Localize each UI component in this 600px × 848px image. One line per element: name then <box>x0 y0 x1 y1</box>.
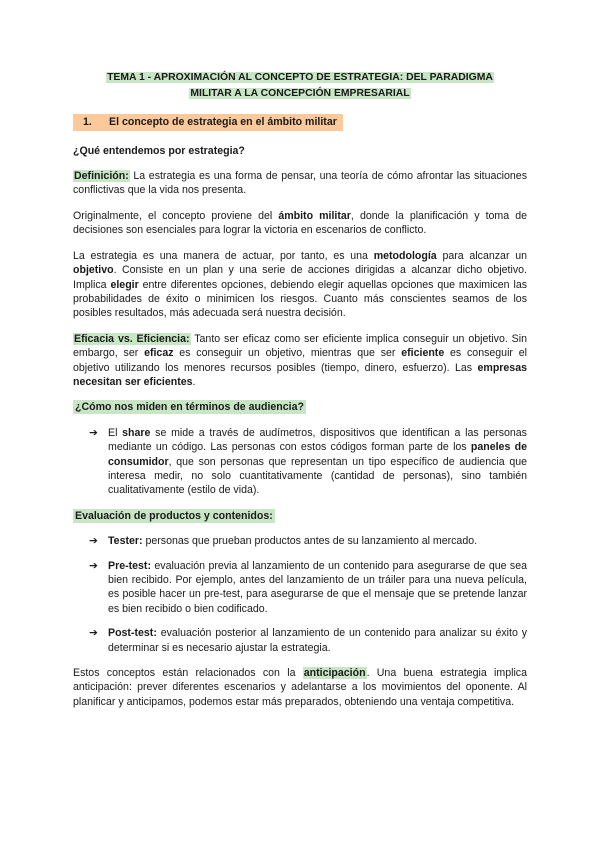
question-audiencia-text: ¿Cómo nos miden en términos de audiencia? <box>75 401 304 414</box>
question-audiencia <box>73 400 527 414</box>
paragraph-metodologia <box>73 249 527 321</box>
section-1-label: El concepto de estrategia en el ámbito militar <box>109 116 337 129</box>
paragraph-anticipacion <box>73 666 527 709</box>
metodologia-text-4: entre diferentes opciones, debiendo elegir aquellas opciones que maximicen las probabilidades de éxito o minimicen los riesgos. Cuanto más conscientes seamos de los posibles resultados, más adecuada será nuestra decisión. <box>73 278 528 320</box>
share-text-1: El <box>108 426 123 439</box>
pre-test-text: evaluación previa al lanzamiento de un contenido para asegurarse de que sea bien recibido. Por ejemplo, antes del lanzamiento de un tráiler para una nueva película, es posible hacer un pre-test, para asegurarse de que el mensaje que se pretende lanzar es bien recibido o bien codificado. <box>108 559 527 615</box>
metodologia-text-3: . Consiste en un plan y una serie de acciones dirigidas a alcanzar dicho objetivo. Implica <box>73 264 527 291</box>
paragraph-eficacia <box>73 332 527 390</box>
section-1-number: 1. <box>83 116 92 129</box>
list-item-tester <box>73 534 527 548</box>
eficacia-text-4: . <box>192 375 196 388</box>
metodologia-text-2: para alcanzar un <box>436 249 528 262</box>
section-1-heading <box>73 114 527 130</box>
origen-text-1: Originalmente, el concepto proviene del <box>73 209 279 222</box>
paragraph-definicion <box>73 169 527 198</box>
arrow-icon: ➔ <box>89 426 98 439</box>
term-post-test: Post-test: <box>108 627 157 640</box>
paragraph-origen <box>73 209 527 238</box>
bold-metodologia: metodología <box>373 249 437 262</box>
eficacia-text-3: es conseguir el objetivo utilizando los menores recursos posibles (tiempo, dinero, esfuerzo). Las <box>73 347 527 374</box>
bold-empresas: empresas necesitan ser eficientes <box>73 361 527 388</box>
bold-eficiente: eficiente <box>401 347 445 360</box>
term-tester: Tester: <box>108 535 143 548</box>
post-test-text: evaluación posterior al lanzamiento de un contenido para analizar su éxito y determinar si es necesario ajustar la estrategia. <box>108 627 527 654</box>
section-1-highlight <box>73 114 343 130</box>
title-line-2: MILITAR A LA CONCEPCIÓN EMPRESARIAL <box>190 88 410 100</box>
bold-elegir: elegir <box>110 278 139 291</box>
heading-evaluacion-text: Evaluación de productos y contenidos: <box>75 509 273 522</box>
eficacia-text-1: Tanto ser eficaz como ser eficiente implica conseguir un objetivo. Sin embargo, ser <box>73 332 527 360</box>
bold-anticipacion: anticipación <box>303 667 366 680</box>
arrow-icon: ➔ <box>89 627 98 640</box>
bold-share: share <box>122 426 151 439</box>
origen-text-2: , donde la planificación y toma de decisiones son esenciales para lograr la victoria en escenarios de conflicto. <box>73 209 527 237</box>
document-title <box>73 70 527 102</box>
bold-paneles: paneles de consumidor <box>108 441 527 468</box>
anticipacion-text-1: Estos conceptos están relacionados con la <box>73 667 303 680</box>
arrow-icon: ➔ <box>89 559 98 572</box>
eficacia-text-2: es conseguir un objetivo, mientras que ser <box>173 347 402 360</box>
tester-text: personas que prueban productos antes de su lanzamiento al mercado. <box>142 535 478 548</box>
list-item-pre-test <box>73 559 527 617</box>
list-item-post-test <box>73 626 527 655</box>
term-pre-test: Pre-test: <box>108 559 151 572</box>
share-text-2: se mide a través de audímetros, dispositivos que identifican a las personas mediante un código. Las personas con estos códigos forman parte de los <box>108 426 527 454</box>
term-definicion: Definición: <box>74 170 129 183</box>
evaluacion-list <box>73 534 527 655</box>
bold-ambito-militar: ámbito militar <box>278 209 351 222</box>
title-line-1: TEMA 1 - APROXIMACIÓN AL CONCEPTO DE ESTRATEGIA: DEL PARADIGMA <box>107 72 493 83</box>
list-item-share <box>73 426 527 498</box>
anticipacion-text-2: . Una buena estrategia implica anticipación: prever diferentes escenarios y adelantarse a los movimientos del oponente. Al planificar y anticipamos, podemos estar más preparados, obteniendo una ventaja competitiva. <box>73 667 527 708</box>
bold-objetivo: objetivo <box>73 264 114 277</box>
bold-eficaz: eficaz <box>144 347 174 360</box>
share-list <box>73 426 527 498</box>
arrow-icon: ➔ <box>89 535 98 548</box>
term-eficacia: Eficacia vs. Eficiencia: <box>74 332 190 345</box>
share-text-3: , que son personas que representan un tipo específico de audiencia que interesa medir, no solo cuantitativamente (cantidad de personas), sino también cualitativamente (estilo de vida). <box>108 455 527 497</box>
heading-evaluacion <box>73 509 527 523</box>
metodologia-text-1: La estrategia es una manera de actuar, por tanto, es una <box>73 249 374 262</box>
question-estrategia: ¿Qué entendemos por estrategia? <box>73 144 245 157</box>
definicion-text: La estrategia es una forma de pensar, una teoría de cómo afrontar las situaciones conflictivas que la vida nos presenta. <box>73 170 527 197</box>
